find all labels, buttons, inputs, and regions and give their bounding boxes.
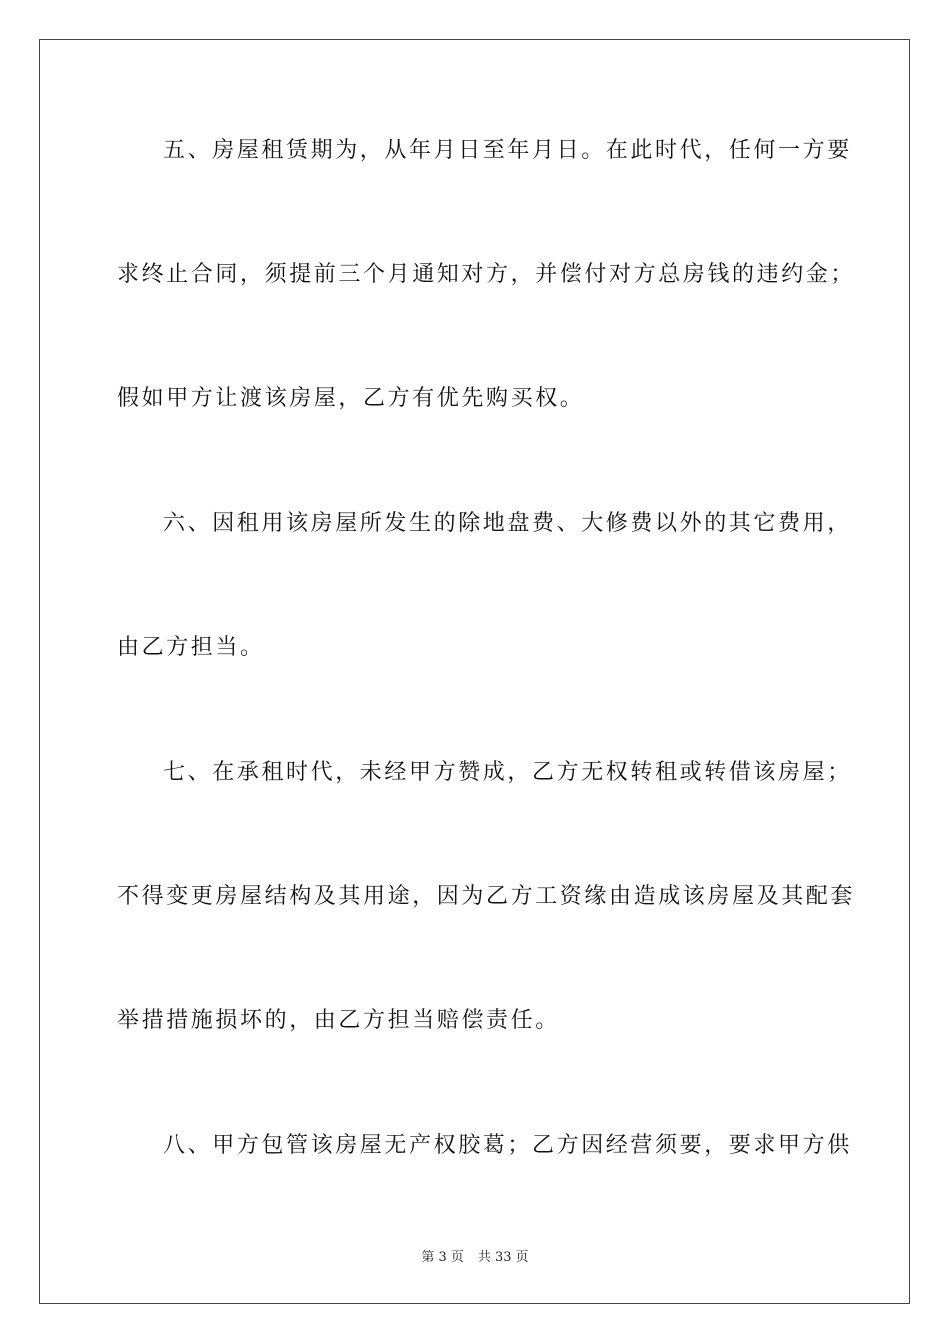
paragraph-7-line-1: 七、在承租时代，未经甲方赞成，乙方无权转租或转借该房屋； bbox=[163, 760, 852, 785]
page-number: 第 3 页 bbox=[421, 1250, 464, 1265]
paragraph-7-line-3: 举措措施损坏的，由乙方担当赔偿责任。 bbox=[117, 1008, 560, 1033]
paragraph-5-line-2: 求终止合同，须提前三个月通知对方，并偿付对方总房钱的违约金； bbox=[117, 262, 856, 287]
paragraph-8-line-1: 八、甲方包管该房屋无产权胶葛；乙方因经营须要，要求甲方供 bbox=[163, 1133, 852, 1158]
page-border bbox=[39, 39, 910, 1304]
paragraph-6-line-1: 六、因租用该房屋所发生的除地盘费、大修费以外的其它费用， bbox=[163, 511, 852, 536]
paragraph-5-line-3: 假如甲方让渡该房屋，乙方有优先购买权。 bbox=[117, 386, 585, 411]
paragraph-5-line-1: 五、房屋租赁期为，从年月日至年月日。在此时代，任何一方要 bbox=[163, 138, 852, 163]
page-footer bbox=[0, 1246, 950, 1265]
paragraph-6-line-2: 由乙方担当。 bbox=[117, 635, 265, 660]
page-total: 共 33 页 bbox=[477, 1250, 529, 1265]
paragraph-7-line-2: 不得变更房屋结构及其用途，因为乙方工资缘由造成该房屋及其配套 bbox=[117, 884, 856, 909]
